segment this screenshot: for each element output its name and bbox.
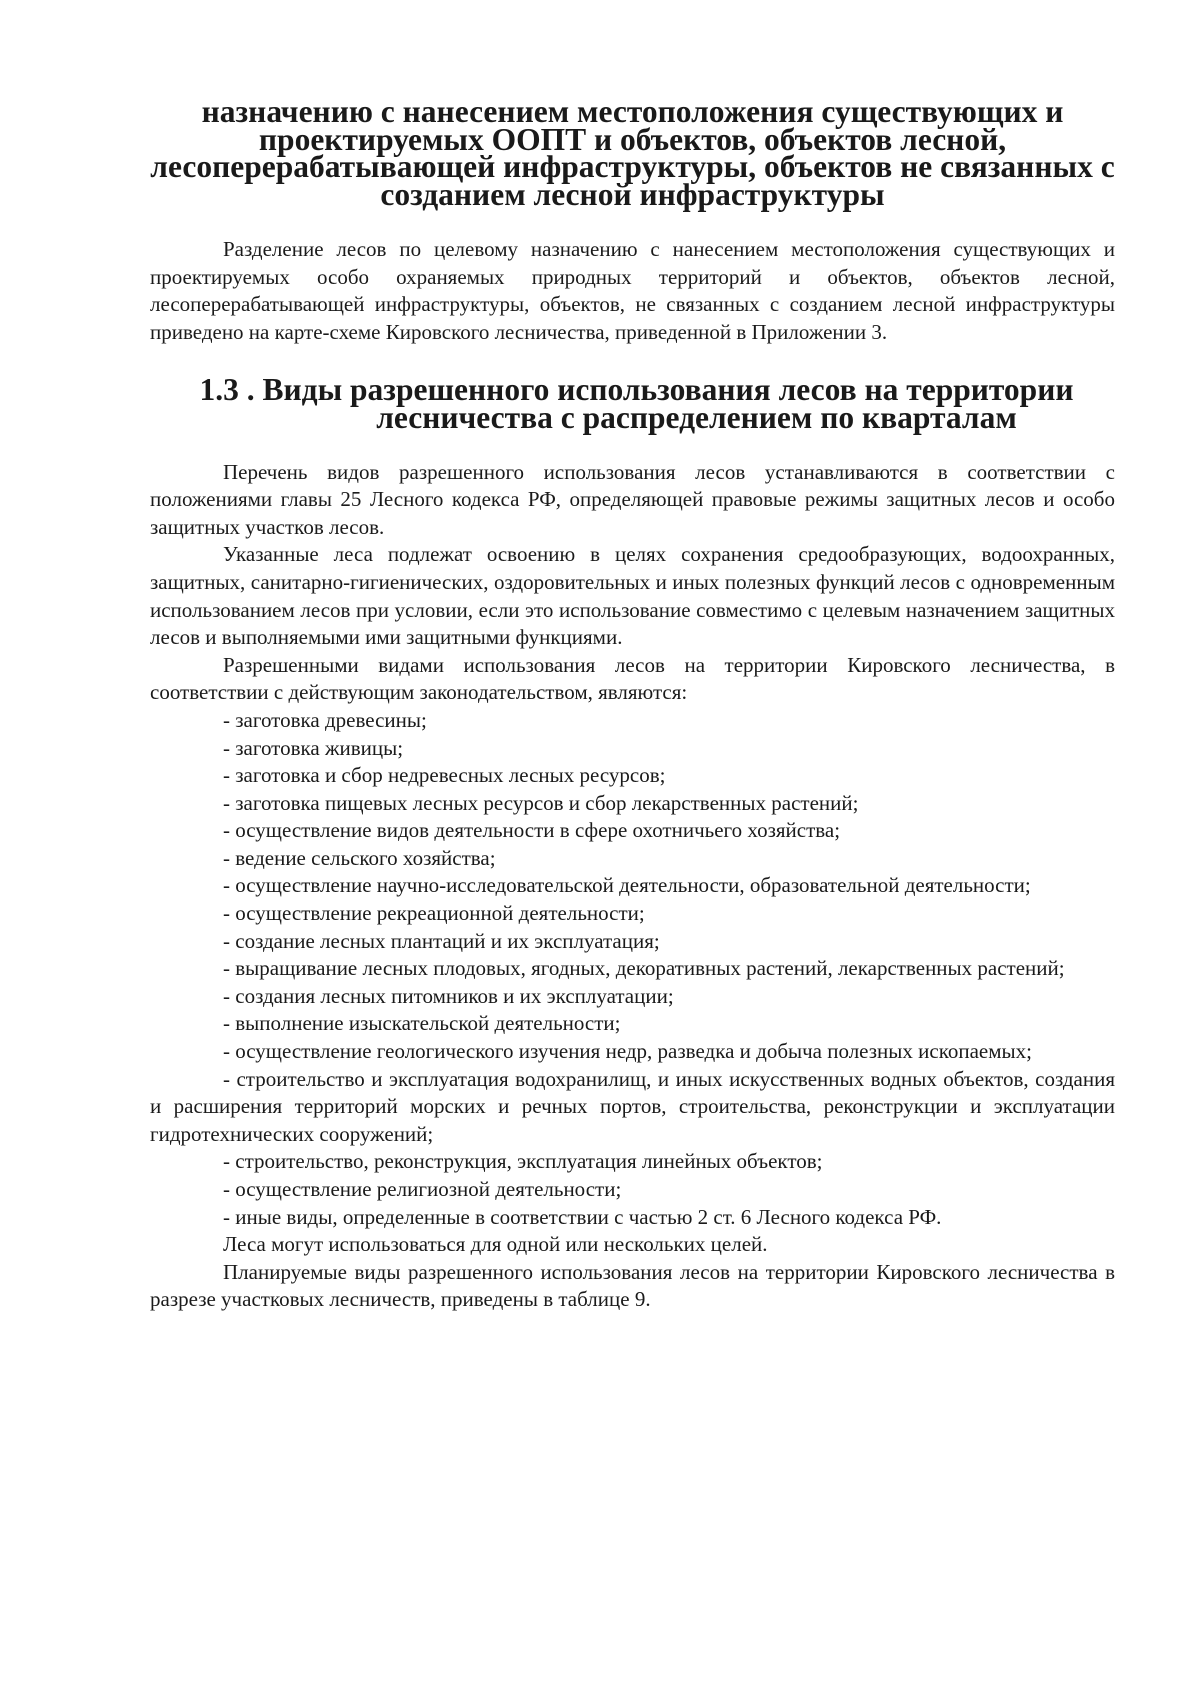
closing-paragraph: Леса могут использоваться для одной или нескольких целей. [223,1232,768,1257]
list-item: - осуществление видов деятельности в сфере охотничьего хозяйства; [223,818,841,843]
list-item: - заготовка и сбор недревесных лесных ресурсов; [223,763,666,788]
section-heading [150,372,1115,435]
list-item: - выполнение изыскательской деятельности; [223,1011,621,1036]
list-item: - заготовка древесины; [223,707,427,732]
list-item: - заготовка живицы; [223,735,404,760]
paragraph: Указанные леса подлежат освоению в целях сохранения средообразующих, водоохранных, защитных, санитарно-гигиенических, оздоровительных и иных полезных функций лесов с одновременным использованием лесов при условии, если это использование совместимо с целевым назначением защитных лесов и выполняемыми ими защитными функциями. [150,542,1115,650]
list-item: - осуществление рекреационной деятельности; [223,901,645,926]
continued-heading: назначению с нанесением местоположения существующих и проектируемых ООПТ и объектов, объектов лесной, лесоперерабатывающей инфраструктуры, объектов не связанных с созданием лесной инфраструктуры [150,94,1115,212]
closing-paragraph: Планируемые виды разрешенного использования лесов на территории Кировского лесничества в разрезе участковых лесничеств, приведены в таблице 9. [150,1259,1115,1312]
intro-paragraph: Разделение лесов по целевому назначению с нанесением местоположения существующих и проектируемых особо охраняемых природных территорий и объектов, объектов лесной, лесоперерабатывающей инфраструктуры, объектов, не связанных с созданием лесной инфраструктуры приведено на карте-схеме Кировского лесничества, приведенной в Приложении 3. [150,237,1115,344]
list-item: - создание лесных плантаций и их эксплуатация; [223,928,660,953]
section-heading-line-2: лесничества с распределением по кварталам [376,399,1017,435]
intro-block [150,236,1115,346]
list-item: - создания лесных питомников и их эксплуатации; [223,983,674,1008]
list-item: - строительство, реконструкция, эксплуатация линейных объектов; [223,1149,823,1174]
list-item: - осуществление религиозной деятельности; [223,1177,622,1201]
paragraph: Перечень видов разрешенного использования лесов устанавливаются в соответствии с положениями главы 25 Лесного кодекса РФ, определяющей правовые режимы защитных лесов и особо защитных участков лесов. [150,459,1115,539]
list-item: - ведение сельского хозяйства; [223,845,496,870]
list-item: - заготовка пищевых лесных ресурсов и сбор лекарственных растений; [223,790,859,815]
paragraph: Разрешенными видами использования лесов на территории Кировского лесничества, в соответствии с действующим законодательством, являются: [150,652,1115,705]
document-page [150,94,1115,1314]
list-item: - строительство и эксплуатация водохранилищ, и иных искусственных водных объектов, создания и расширения территорий морских и речных портов, строительства, реконструкции и эксплуатации гидротехнических сооружений; [150,1066,1115,1146]
permitted-uses-list [150,707,1115,1231]
list-item: - осуществление научно-исследовательской деятельности, образовательной деятельности; [223,873,1031,898]
list-item: - иные виды, определенные в соответствии с частью 2 ст. 6 Лесного кодекса РФ. [223,1204,942,1229]
list-item: - выращивание лесных плодовых, ягодных, декоративных растений, лекарственных растений; [223,956,1065,981]
section-body [150,459,1115,1314]
section-heading-line-1: 1.3 . Виды разрешенного использования лесов на территории [199,372,1074,408]
list-item: - осуществление геологического изучения недр, разведка и добыча полезных ископаемых; [223,1039,1032,1064]
